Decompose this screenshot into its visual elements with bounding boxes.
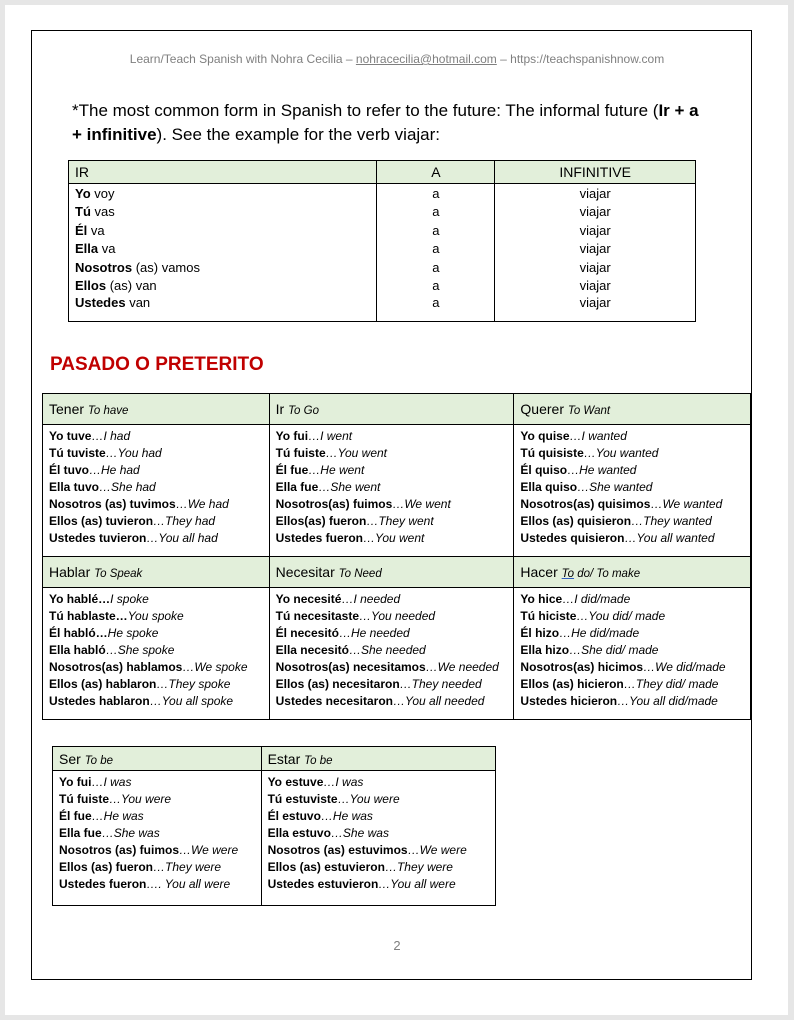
subject-pronoun: Nosotros (75, 259, 133, 275)
conjugation-list (269, 425, 514, 557)
conjugation-form: Él fue (275, 463, 309, 477)
email-link[interactable]: nohracecilia@hotmail.com (355, 52, 497, 66)
conjugation-form: Ellos (as) necesitaron (275, 677, 400, 691)
verb-name: Necesitar (275, 564, 335, 580)
conjugation-form: Nosotros(as) hablamos (49, 660, 183, 674)
conjugated-verb: va (101, 241, 116, 257)
conjugation-line (49, 625, 263, 642)
conjugation-form: Él tuvo (49, 463, 90, 477)
conjugation-line (268, 876, 489, 893)
preterite-grid (42, 393, 751, 720)
verb-header (269, 394, 514, 425)
conjugation-list (261, 771, 495, 906)
conjugation-line (520, 659, 744, 676)
translation: …You all needed (393, 694, 485, 708)
header-suffix: – https://teachspanishnow.com (496, 52, 665, 66)
table-row (69, 203, 696, 222)
translation: …You all were (378, 877, 456, 891)
conjugation-list (514, 588, 751, 720)
conjugation-form: Nosotros(as) fuimos (275, 497, 393, 511)
conjugation-line (268, 791, 489, 808)
conjugation-form: Ustedes fueron (59, 877, 147, 891)
subject-cell (69, 203, 377, 222)
conjugation-form: Él hizo (520, 626, 560, 640)
translation: …She needed (349, 643, 426, 657)
conjugation-line (276, 479, 508, 496)
conjugation-form: Yo fui (275, 429, 309, 443)
conjugation-form: Yo fui (59, 775, 92, 789)
conjugation-line (520, 676, 744, 693)
conjugation-form: Nosotros (as) estuvimos (267, 843, 408, 857)
translation: …You wanted (583, 446, 659, 460)
conjugation-form: Ella quiso (520, 480, 578, 494)
translation: …I went (308, 429, 353, 443)
translation: …You needed (359, 609, 436, 623)
conjugation-line (268, 808, 489, 825)
translation: …. You all were (146, 877, 231, 891)
translation: …You all wanted (624, 531, 715, 545)
conjugation-line (520, 513, 744, 530)
table-row (69, 277, 696, 296)
verb-header (514, 394, 751, 425)
infinitive-cell: viajar (495, 258, 696, 277)
conjugation-form: Ellos (as) hablaron (49, 677, 157, 691)
conjugation-form: Ustedes hablaron (49, 694, 150, 708)
conjugation-line (268, 842, 489, 859)
subject-pronoun: Él (75, 222, 88, 238)
col-header-ir: IR (69, 161, 377, 184)
conjugation-line (49, 676, 263, 693)
translation: …She spoke (105, 643, 175, 657)
col-header-a: A (377, 161, 495, 184)
conjugation-line (59, 774, 255, 791)
verb-gloss: To Go (288, 405, 319, 417)
preposition-cell: a (377, 258, 495, 277)
conjugation-line (49, 591, 263, 608)
translation: …You were (109, 792, 172, 806)
conjugation-form: Tú estuviste (267, 792, 338, 806)
verb-header (269, 557, 514, 588)
translation: …They spoke (156, 677, 231, 691)
conjugation-form: Ustedes tuvieron (49, 531, 147, 545)
verb-header (43, 394, 270, 425)
conjugation-line (520, 462, 744, 479)
preposition-cell: a (377, 184, 495, 203)
verb-gloss: To Need (338, 568, 382, 580)
table-row (69, 184, 696, 203)
conjugation-form: Él necesitó (275, 626, 339, 640)
translation: …You all did/made (617, 694, 718, 708)
verb-header (43, 557, 270, 588)
translation: …We needed (425, 660, 499, 674)
table-row (69, 295, 696, 322)
infinitive-cell: viajar (495, 184, 696, 203)
conjugation-line (59, 791, 255, 808)
translation: …You were (337, 792, 400, 806)
translation: …She was (330, 826, 389, 840)
translation: …We were (179, 843, 239, 857)
translation: …He needed (338, 626, 410, 640)
verb-gloss: To Speak (94, 568, 143, 580)
translation: …He was (91, 809, 144, 823)
conjugation-line (520, 428, 744, 445)
conjugation-line (49, 513, 263, 530)
preposition-cell: a (377, 221, 495, 240)
conjugation-line (59, 859, 255, 876)
translation: …She had (99, 480, 156, 494)
verb-header (53, 747, 262, 771)
conjugation-form: Yo hablé… (49, 592, 111, 606)
translation: …He went (308, 463, 365, 477)
conjugation-form: Él quiso (520, 463, 568, 477)
verb-name: Hablar (49, 564, 91, 580)
translation: …They wanted (631, 514, 712, 528)
subject-pronoun: Ustedes (75, 295, 126, 310)
table-row (69, 258, 696, 277)
conjugation-line (49, 693, 263, 710)
translation: …He wanted (567, 463, 637, 477)
conjugation-form: Ellos (as) tuvieron (49, 514, 154, 528)
conjugation-form: Ella estuvo (267, 826, 331, 840)
preposition-cell: a (377, 240, 495, 259)
conjugation-form: Nosotros(as) necesitamos (275, 660, 426, 674)
page-number: 2 (393, 938, 401, 953)
verb-name: Ir (275, 401, 285, 417)
conjugated-verb: (as) vamos (135, 259, 200, 275)
subject-pronoun: Ellos (75, 278, 107, 294)
translation: …They were (153, 860, 222, 874)
conjugation-line (49, 642, 263, 659)
conjugated-verb: van (129, 295, 151, 310)
conjugation-line (520, 625, 744, 642)
translation: …They had (153, 514, 216, 528)
translation: …You had (105, 446, 162, 460)
conjugation-form: Tú necesitaste (275, 609, 359, 623)
conjugation-line (520, 608, 744, 625)
verb-name: Estar (267, 750, 301, 767)
conjugated-verb: va (90, 222, 105, 238)
conjugation-line (520, 479, 744, 496)
subject-pronoun: Yo (75, 185, 91, 201)
verb-name: Tener (49, 401, 85, 417)
conjugation-line (276, 445, 508, 462)
subject-cell (69, 221, 377, 240)
translation: …I had (91, 429, 131, 443)
translation: …She wanted (577, 480, 653, 494)
verb-gloss: To have (87, 405, 129, 417)
conjugated-verb: voy (94, 185, 115, 201)
conjugation-line (49, 530, 263, 547)
conjugation-line (268, 825, 489, 842)
subject-cell (69, 240, 377, 259)
translation: …I wanted (569, 429, 627, 443)
translation: …I did/made (562, 592, 631, 606)
subject-cell (69, 277, 377, 296)
verb-gloss: To Want (567, 405, 611, 417)
verb-gloss-b: do/ To make (574, 568, 641, 580)
conjugation-line (276, 496, 508, 513)
translation: …We wanted (650, 497, 723, 511)
preposition-cell: a (377, 295, 495, 322)
conjugation-form: Él fue (59, 809, 92, 823)
conjugation-line (520, 445, 744, 462)
translation: You spoke (127, 609, 184, 623)
translation: …She went (318, 480, 381, 494)
infinitive-cell: viajar (495, 295, 696, 322)
conjugation-line (276, 513, 508, 530)
conjugated-verb: (as) van (109, 278, 157, 294)
verb-name: Ser (59, 750, 81, 767)
translation: …You all had (146, 531, 218, 545)
conjugation-line (49, 659, 263, 676)
conjugation-form: Ustedes fueron (275, 531, 363, 545)
translation: …They were (384, 860, 453, 874)
conjugation-line (268, 859, 489, 876)
conjugation-list (53, 771, 262, 906)
conjugation-list (514, 425, 751, 557)
translation: …You did/ made (576, 609, 666, 623)
translation: …You all spoke (149, 694, 234, 708)
subject-pronoun: Tú (75, 204, 91, 220)
ir-a-infinitive-table (68, 160, 696, 322)
conjugation-form: Ella habló (49, 643, 106, 657)
translation: …He had (89, 463, 140, 477)
table-row (69, 221, 696, 240)
conjugation-form: Nosotros (as) fuimos (59, 843, 180, 857)
intro-bold: Ir + a + infinitive (72, 101, 699, 144)
conjugation-form: Ustedes hicieron (520, 694, 618, 708)
preposition-cell: a (377, 277, 495, 296)
subject-pronoun: Ella (75, 241, 99, 257)
conjugation-form: Yo hice (520, 592, 563, 606)
conjugation-line (520, 530, 744, 547)
intro-text-1: *The most common form in Spanish to refer to the future: The informal future ( (72, 101, 659, 120)
conjugation-line (276, 642, 508, 659)
conjugation-list (269, 588, 514, 720)
conjugation-line (49, 479, 263, 496)
conjugation-form: Ellos (as) quisieron (520, 514, 632, 528)
conjugation-line (520, 591, 744, 608)
verb-name: Querer (520, 401, 564, 417)
infinitive-cell: viajar (495, 203, 696, 222)
conjugation-line (520, 496, 744, 513)
conjugation-line (520, 642, 744, 659)
infinitive-cell: viajar (495, 221, 696, 240)
conjugation-line (49, 496, 263, 513)
translation: …She did/ made (569, 643, 659, 657)
conjugation-line (49, 428, 263, 445)
conjugation-form: Ella fue (59, 826, 102, 840)
subject-cell (69, 184, 377, 203)
verb-header (261, 747, 495, 771)
verb-name: Hacer (520, 564, 558, 580)
preposition-cell: a (377, 203, 495, 222)
conjugation-form: Ella hizo (520, 643, 570, 657)
conjugation-form: Ellos (as) fueron (59, 860, 154, 874)
conjugation-form: Tú fuiste (275, 446, 326, 460)
conjugated-verb: vas (94, 204, 115, 220)
translation: He spoke (107, 626, 159, 640)
conjugation-form: Yo tuve (49, 429, 92, 443)
conjugation-line (276, 591, 508, 608)
conjugation-form: Ustedes quisieron (520, 531, 625, 545)
conjugation-form: Ustedes necesitaron (275, 694, 394, 708)
conjugation-line (59, 808, 255, 825)
translation: …We had (175, 497, 229, 511)
conjugation-form: Ella necesitó (275, 643, 349, 657)
conjugation-line (49, 608, 263, 625)
translation: …I was (323, 775, 364, 789)
translation: …You went (362, 531, 425, 545)
conjugation-line (268, 774, 489, 791)
conjugation-line (276, 608, 508, 625)
conjugation-form: Él estuvo (267, 809, 321, 823)
verb-gloss-a: To (561, 568, 575, 580)
translation: …We did/made (643, 660, 726, 674)
translation: …They needed (399, 677, 482, 691)
conjugation-form: Tú hablaste… (49, 609, 128, 623)
page-header (0, 52, 794, 66)
conjugation-form: Ella fue (275, 480, 319, 494)
verb-header (514, 557, 751, 588)
conjugation-line (59, 825, 255, 842)
ser-estar-table (52, 746, 496, 906)
conjugation-form: Tú quisiste (520, 446, 584, 460)
translation: …He was (320, 809, 373, 823)
table-row (69, 240, 696, 259)
conjugation-list (43, 588, 270, 720)
conjugation-line (276, 462, 508, 479)
conjugation-form: Tú fuiste (59, 792, 109, 806)
conjugation-form: Ustedes estuvieron (267, 877, 379, 891)
translation: …I needed (341, 592, 401, 606)
header-prefix: Learn/Teach Spanish with Nohra Cecilia – (129, 52, 356, 66)
conjugation-form: Yo quise (520, 429, 570, 443)
conjugation-form: Nosotros(as) hicimos (520, 660, 644, 674)
conjugation-line (276, 428, 508, 445)
translation: …He did/made (559, 626, 640, 640)
conjugation-line (276, 659, 508, 676)
translation: I spoke (110, 592, 149, 606)
subject-cell (69, 258, 377, 277)
translation: …We spoke (182, 660, 248, 674)
conjugation-line (276, 693, 508, 710)
conjugation-form: Él habló… (49, 626, 108, 640)
conjugation-form: Yo necesité (275, 592, 342, 606)
conjugation-line (59, 842, 255, 859)
conjugation-form: Tú tuviste (49, 446, 106, 460)
translation: …We went (392, 497, 451, 511)
conjugation-line (276, 676, 508, 693)
conjugation-line (276, 530, 508, 547)
conjugation-form: Yo estuve (267, 775, 324, 789)
conjugation-form: Ellos (as) hicieron (520, 677, 624, 691)
translation: …They did/ made (623, 677, 719, 691)
verb-gloss: To be (84, 754, 114, 767)
conjugation-line (59, 876, 255, 893)
subject-cell (69, 295, 377, 322)
conjugation-form: Ellos(as) fueron (275, 514, 367, 528)
col-header-infinitive: INFINITIVE (495, 161, 696, 184)
translation: …You went (325, 446, 387, 460)
conjugation-form: Ella tuvo (49, 480, 100, 494)
translation: …She was (101, 826, 160, 840)
translation: …We were (407, 843, 467, 857)
conjugation-line (49, 445, 263, 462)
translation: …They went (366, 514, 434, 528)
translation: …I was (91, 775, 132, 789)
conjugation-form: Nosotros(as) quisimos (520, 497, 651, 511)
infinitive-cell: viajar (495, 277, 696, 296)
intro-text-2: ). See the example for the verb viajar: (156, 125, 441, 144)
conjugation-list (43, 425, 270, 557)
conjugation-form: Ellos (as) estuvieron (267, 860, 385, 874)
infinitive-cell: viajar (495, 240, 696, 259)
conjugation-line (520, 693, 744, 710)
conjugation-line (49, 462, 263, 479)
conjugation-form: Nosotros (as) tuvimos (49, 497, 176, 511)
conjugation-line (276, 625, 508, 642)
section-title: PASADO O PRETERITO (50, 354, 264, 375)
verb-gloss: To be (304, 754, 333, 767)
conjugation-form: Tú hiciste (520, 609, 577, 623)
intro-paragraph (72, 99, 712, 147)
